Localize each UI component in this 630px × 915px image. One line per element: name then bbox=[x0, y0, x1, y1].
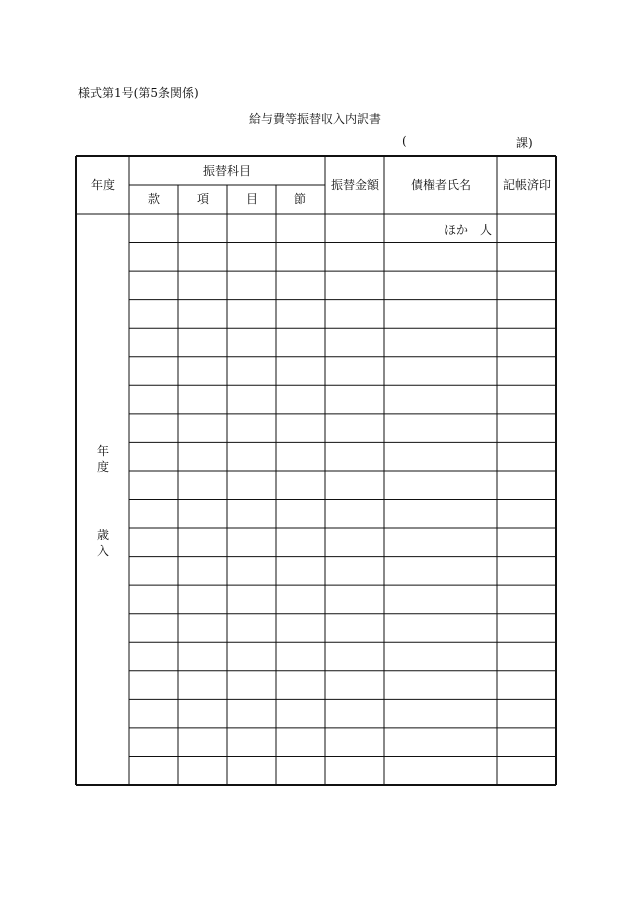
header-kan: 款 bbox=[147, 192, 161, 206]
form-number: 様式第1号(第5条関係) bbox=[78, 86, 199, 100]
department-open-paren: ( bbox=[402, 134, 407, 148]
header-recorded: 記帳済印 bbox=[502, 178, 552, 192]
header-transfer-items: 振替科目 bbox=[202, 164, 252, 178]
header-kou: 項 bbox=[196, 192, 210, 206]
header-amount: 振替金額 bbox=[330, 178, 380, 192]
first-row-creditor-note: ほか 人 bbox=[444, 223, 493, 237]
header-moku: 目 bbox=[245, 192, 259, 206]
department-suffix: 課) bbox=[516, 136, 533, 150]
body-revenue-label: 歳入 bbox=[96, 528, 109, 558]
header-year: 年度 bbox=[90, 178, 116, 192]
body-year-label: 年度 bbox=[96, 444, 109, 474]
header-setsu: 節 bbox=[293, 192, 307, 206]
header-creditor: 債権者氏名 bbox=[410, 178, 472, 192]
form-title: 給与費等振替収入内訳書 bbox=[248, 112, 381, 126]
